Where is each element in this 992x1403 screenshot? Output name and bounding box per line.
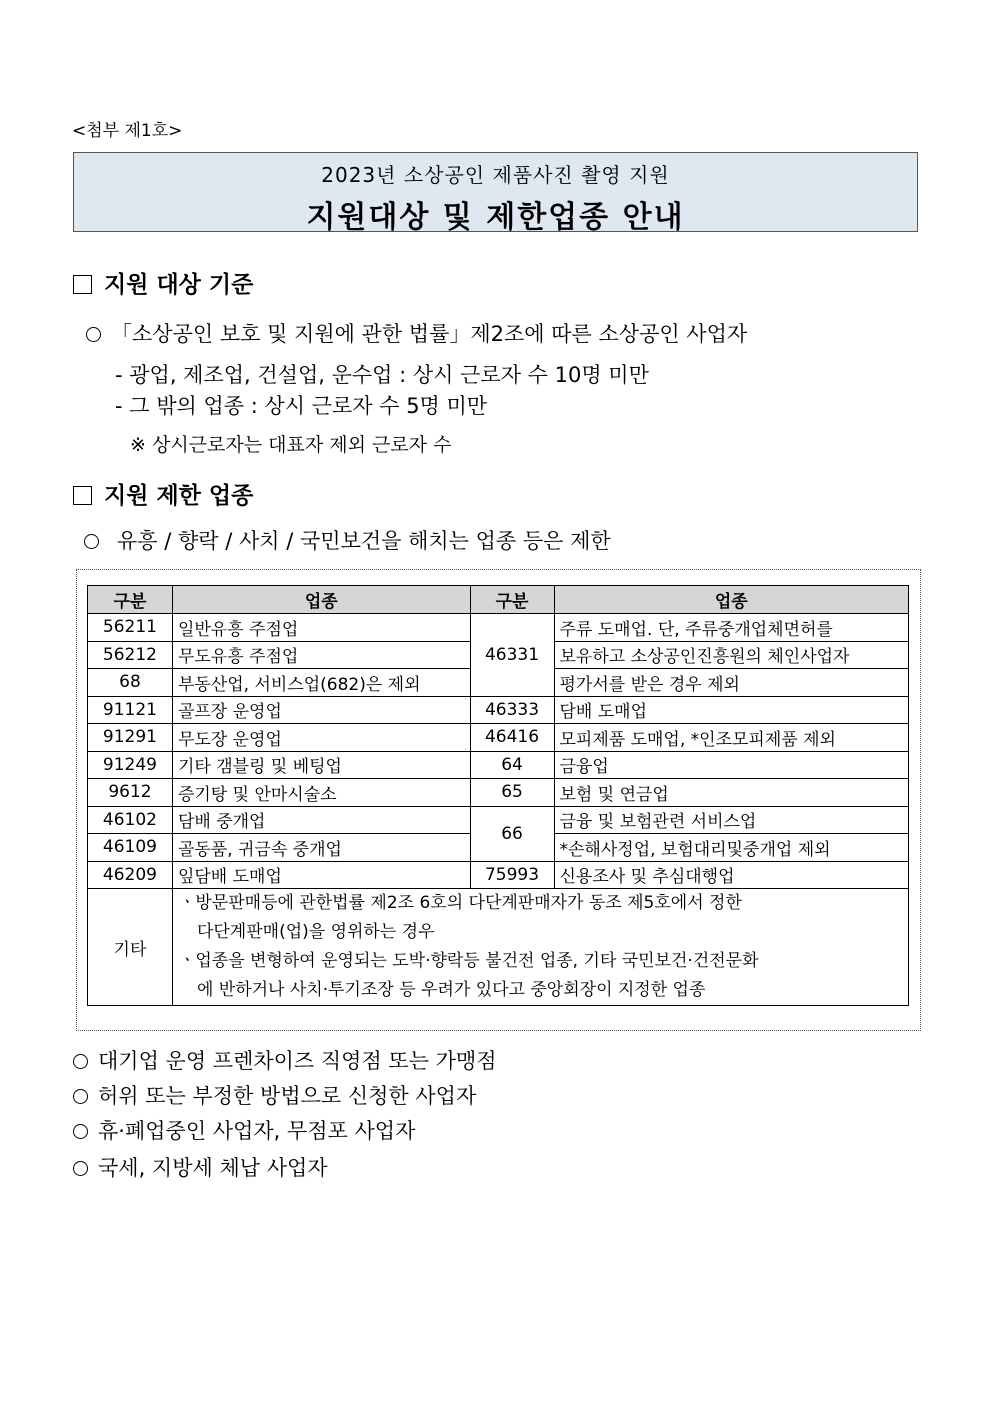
page-title: 지원대상 및 제한업종 안내 xyxy=(306,200,685,235)
restriction-bullet xyxy=(73,1115,415,1145)
restriction-bullet-text: 휴·폐업중인 사업자, 무점포 사업자 xyxy=(98,1119,416,1143)
left-industry: 무도유흥 주점업 xyxy=(172,641,470,669)
checkbox-square-icon xyxy=(73,486,92,505)
section-heading-eligibility xyxy=(73,266,253,299)
right-industry: 금융업 xyxy=(554,751,909,779)
title-box xyxy=(73,152,918,235)
eligibility-sub-1: - 광업, 제조업, 건설업, 운수업 : 상시 근로자 수 10명 미만 xyxy=(115,363,649,387)
circle-bullet-icon xyxy=(84,534,99,549)
attachment-label: <첨부 제1호> xyxy=(72,121,183,141)
left-code: 46102 xyxy=(88,806,173,834)
restricted-industries-table xyxy=(87,585,909,1006)
right-code: 46333 xyxy=(470,696,554,724)
section-heading-restricted xyxy=(73,477,253,510)
left-code: 68 xyxy=(88,669,173,697)
eligibility-note: ※ 상시근로자는 대표자 제외 근로자 수 xyxy=(130,434,452,456)
restriction-bullet xyxy=(73,1152,328,1182)
right-industry: 모피제품 도매업, *인조모피제품 제외 xyxy=(554,724,909,752)
table-row xyxy=(88,861,909,889)
etc-description xyxy=(172,889,908,1006)
header-category: 구분 xyxy=(88,586,173,614)
restriction-bullet-text: 국세, 지방세 체납 사업자 xyxy=(98,1156,328,1180)
left-industry: 잎담배 도매업 xyxy=(172,861,470,889)
left-code: 9612 xyxy=(88,779,173,807)
table-row xyxy=(88,806,909,834)
right-industry: 담배 도매업 xyxy=(554,696,909,724)
etc-line: ㆍ업종을 변형하여 운영되는 도박·향락등 불건전 업종, 기타 국민보건·건전문화 xyxy=(178,951,759,971)
etc-line: ㆍ방문판매등에 관한법률 제2조 6호의 다단계판매자가 동조 제5호에서 정한 xyxy=(178,893,742,913)
left-code: 46109 xyxy=(88,834,173,862)
table-header-row xyxy=(88,586,909,614)
etc-line: 다단계판매(업)을 영위하는 경우 xyxy=(196,922,435,942)
header-industry: 업종 xyxy=(172,586,470,614)
table-row xyxy=(88,751,909,779)
left-code: 46209 xyxy=(88,861,173,889)
right-code: 66 xyxy=(470,806,554,861)
etc-line: 에 반하거나 사치·투기조장 등 우려가 있다고 중앙회장이 지정한 업종 xyxy=(196,980,706,1000)
left-code: 56211 xyxy=(88,614,173,642)
right-code: 75993 xyxy=(470,861,554,889)
table-row xyxy=(88,779,909,807)
right-industry: 주류 도매업. 단, 주류중개업체면허를 xyxy=(554,614,909,642)
right-code: 65 xyxy=(470,779,554,807)
right-industry: 신용조사 및 추심대행업 xyxy=(554,861,909,889)
left-industry: 부동산업, 서비스업(682)은 제외 xyxy=(172,669,470,697)
restriction-bullet-text: 대기업 운영 프렌차이즈 직영점 또는 가맹점 xyxy=(98,1049,497,1073)
restricted-main xyxy=(84,525,611,555)
left-industry: 담배 중개업 xyxy=(172,806,470,834)
circle-bullet-icon xyxy=(73,1054,88,1069)
right-industry: 금융 및 보험관련 서비스업 xyxy=(554,806,909,834)
left-industry: 골프장 운영업 xyxy=(172,696,470,724)
checkbox-square-icon xyxy=(73,275,92,294)
table-row xyxy=(88,614,909,642)
eligibility-sub-2: - 그 밖의 업종 : 상시 근로자 수 5명 미만 xyxy=(115,394,488,418)
eligibility-main-text: 「소상공인 보호 및 지원에 관한 법률」제2조에 따른 소상공인 사업자 xyxy=(111,322,748,346)
table-row-etc xyxy=(88,889,909,1006)
restriction-bullet xyxy=(73,1045,497,1075)
page-subtitle: 2023년 소상공인 제품사진 촬영 지원 xyxy=(321,163,670,187)
left-industry: 기타 갬블링 및 베팅업 xyxy=(172,751,470,779)
restricted-table-frame xyxy=(76,569,921,1031)
left-code: 91249 xyxy=(88,751,173,779)
table-row xyxy=(88,696,909,724)
etc-label: 기타 xyxy=(88,889,173,1006)
circle-bullet-icon xyxy=(73,1161,88,1176)
right-industry: 보험 및 연금업 xyxy=(554,779,909,807)
left-code: 91121 xyxy=(88,696,173,724)
right-industry: 평가서를 받은 경우 제외 xyxy=(554,669,909,697)
restricted-main-text: 유흥 / 향락 / 사치 / 국민보건을 해치는 업종 등은 제한 xyxy=(117,529,611,553)
section-heading-text: 지원 대상 기준 xyxy=(104,272,254,298)
left-industry: 증기탕 및 안마시술소 xyxy=(172,779,470,807)
left-code: 56212 xyxy=(88,641,173,669)
header-category: 구분 xyxy=(470,586,554,614)
eligibility-main xyxy=(86,318,747,348)
restriction-bullet-text: 허위 또는 부정한 방법으로 신청한 사업자 xyxy=(98,1084,477,1108)
left-code: 91291 xyxy=(88,724,173,752)
right-code: 46416 xyxy=(470,724,554,752)
right-code: 64 xyxy=(470,751,554,779)
right-industry: *손해사정업, 보험대리및중개업 제외 xyxy=(554,834,909,862)
circle-bullet-icon xyxy=(73,1089,88,1104)
left-industry: 일반유흥 주점업 xyxy=(172,614,470,642)
right-industry: 보유하고 소상공인진흥원의 체인사업자 xyxy=(554,641,909,669)
left-industry: 무도장 운영업 xyxy=(172,724,470,752)
header-industry: 업종 xyxy=(554,586,909,614)
circle-bullet-icon xyxy=(86,327,101,342)
circle-bullet-icon xyxy=(73,1124,88,1139)
restriction-bullet xyxy=(73,1080,476,1110)
section-heading-text: 지원 제한 업종 xyxy=(104,483,254,509)
right-code: 46331 xyxy=(470,614,554,697)
left-industry: 골동품, 귀금속 중개업 xyxy=(172,834,470,862)
table-row xyxy=(88,724,909,752)
